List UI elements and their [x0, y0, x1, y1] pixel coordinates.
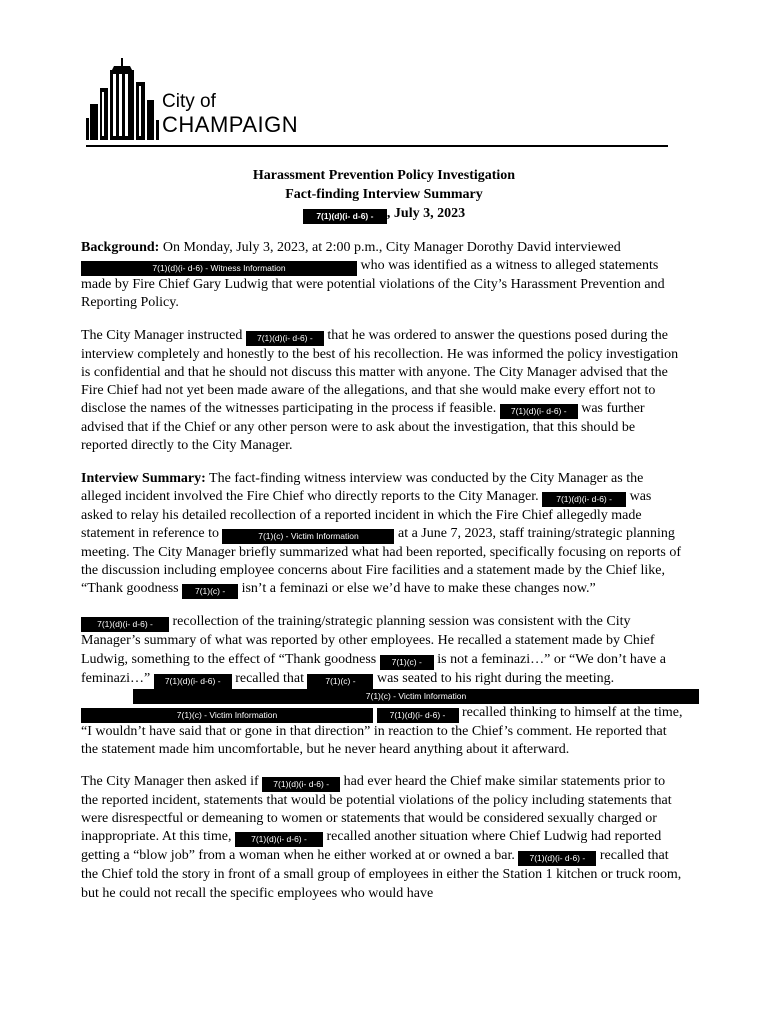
text-run: recalled thinking to himself at the time, “I wouldn’t have said that or gone in that direction” in reaction to the Chief’s comment. He reported that the statement made him uncomfortable, but he never heard anything about it afterward. [81, 704, 683, 757]
redaction-box: 7(1)(d)(i- d-6) - [235, 832, 323, 847]
redaction-box: 7(1)(c) - [182, 584, 238, 599]
text-run: recalled that [231, 670, 308, 686]
redaction-box: 7(1)(c) - [307, 674, 373, 689]
text-run: The City Manager instructed [81, 327, 246, 343]
redaction-box: 7(1)(c) - Victim Information [222, 529, 394, 544]
paragraph-interview-summary [81, 470, 685, 600]
text-run: was asked to relay his detailed recollection of a reported incident in which the Fire Chief allegedly made statement in reference to [81, 488, 652, 542]
title-line-1: Harassment Prevention Policy Investigation [252, 168, 516, 183]
text-run: The fact-finding witness interview was conducted by the City Manager as the alleged incident involved the Fire Chief who directly reports to the City Manager. [81, 470, 644, 504]
paragraph-background [81, 239, 685, 313]
document-body [81, 239, 685, 917]
redaction-box: 7(1)(d)(i- d-6) - [154, 674, 232, 689]
redaction-box: 7(1)(d)(i- d-6) - [262, 777, 340, 792]
redaction-box: 7(1)(d)(i- d-6) - [377, 708, 459, 723]
interview-summary-heading: Interview Summary: [81, 470, 206, 486]
title-date: , July 3, 2023 [386, 206, 466, 221]
city-logo [86, 56, 326, 142]
text-run: is not a feminazi…” or “We don’t have a feminazi…” [81, 651, 666, 686]
logo-champaign: CHAMPAIGN [162, 112, 299, 137]
redaction-box: 7(1)(d)(i- d-6) - [246, 331, 324, 346]
building-skyline-icon [86, 56, 160, 140]
text-run: recalled that the Chief told the story in front of a small group of employees in either the Station 1 kitchen or truck room, but he could not recall the specific employees who would have [81, 848, 682, 901]
text-run: The City Manager then asked if [81, 774, 263, 790]
text-run: On Monday, July 3, 2023, at 2:00 p.m., City Manager Dorothy David interviewed [159, 240, 621, 255]
header-divider [86, 145, 668, 147]
redaction-box: 7(1)(c) - Victim Information [133, 689, 699, 704]
text-run: that he was ordered to answer the questions posed during the interview completely and honestly to the best of his recollection. He was informed the policy investigation is confidential and that he should not discuss this matter with anyone. The City Manager advised that the Fire Chief had not yet been made aware of the allegations, and that she would make every effort not to disclose the names of the witnesses participating in the process if feasible. [81, 327, 679, 417]
redaction-box: 7(1)(d)(i- d-6) - [542, 492, 626, 507]
text-run: recollection of the training/strategic planning session was consistent with the City Manager’s summary of what was reported by other employees. He recalled a statement made by Chief Ludwig, something to the effect of “Thank goodness [81, 614, 655, 667]
redaction-box: 7(1)(d)(i- d-6) - [81, 617, 169, 632]
text-run: recalled another situation where Chief Ludwig had reported getting a “blow job” from a woman when he either worked at or owned a bar. [81, 829, 662, 864]
redaction-box: 7(1)(c) - [380, 655, 434, 670]
text-run: isn’t a feminazi or else we’d have to make these changes now.” [238, 581, 596, 597]
paragraph-similar-statements [81, 773, 685, 903]
redaction-box: 7(1)(d)(i- d-6) - [500, 404, 578, 419]
title-line-3 [80, 204, 688, 224]
paragraph-recollection [81, 613, 685, 759]
document-title-block [80, 166, 688, 224]
text-run: was seated to his right during the meeting. [373, 670, 615, 686]
redaction-box: 7(1)(d)(i- d-6) - [518, 851, 596, 866]
paragraph-instructions [81, 327, 685, 456]
title-line-2: Fact-finding Interview Summary [285, 187, 483, 202]
text-run: was further advised that if the Chief or any other person were to ask about the investigation, that this should be reported directly to the City Manager. [81, 401, 645, 454]
background-heading: Background: [81, 240, 160, 255]
text-run: had ever heard the Chief make similar statements prior to the reported incident, statements that would be potential violations of the policy including statements that were disrespectful or demeaning to women or statements that would be considered sexually charged or inappropriate. At this time, [81, 774, 672, 845]
text-run: who was identified as a witness to alleged statements made by Fire Chief Gary Ludwig that were potential violations of the City’s Harassment Prevention and Reporting Policy. [81, 258, 665, 311]
logo-city-of: City of [162, 91, 216, 112]
redaction-box: 7(1)(c) - Victim Information [81, 708, 373, 723]
redaction-box: 7(1)(d)(i- d-6) - [303, 209, 387, 224]
redaction-box: 7(1)(d)(i- d-6) - Witness Information [81, 261, 357, 276]
text-run: at a June 7, 2023, staff training/strategic planning meeting. The City Manager briefly summarized what had been reported, specifically focusing on reports of the discussion including employee concerns about Fire facilities and a statement made by the Chief like, “Thank goodness [81, 526, 681, 597]
